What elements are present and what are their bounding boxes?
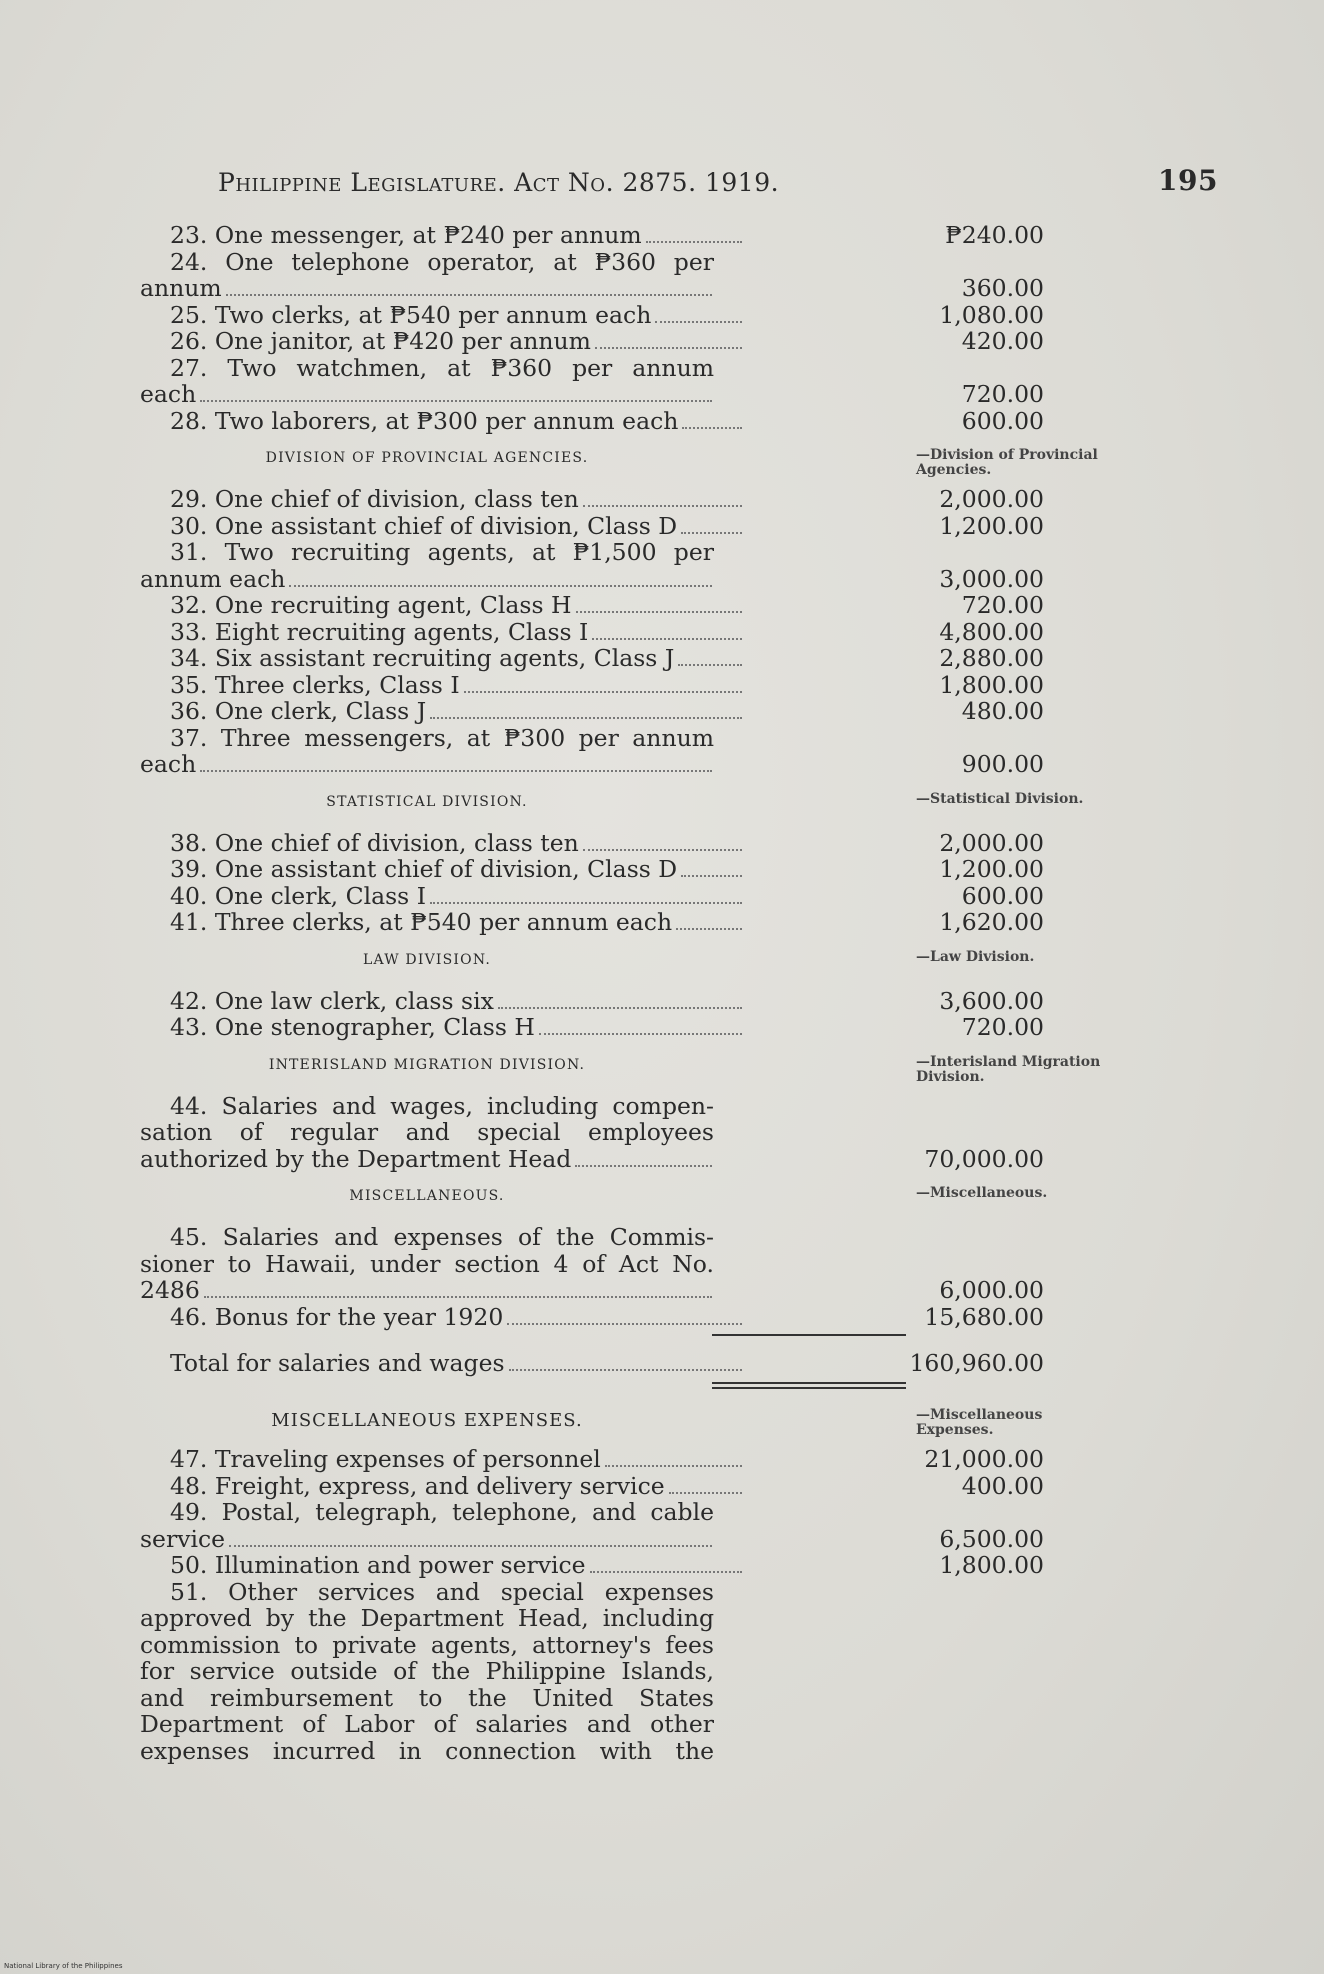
item-line [140, 1277, 714, 1304]
dot-leader [204, 1296, 712, 1298]
item-text: expenses incurred in connection with the [140, 1736, 714, 1765]
item-text: 29. One chief of division, class ten [170, 485, 579, 513]
line-item [140, 1304, 1140, 1331]
item-line [140, 275, 714, 302]
section-heading: DIVISION OF PROVINCIAL AGENCIES. [265, 450, 589, 466]
dot-leader [678, 664, 742, 666]
item-text: sioner to Hawaii, under section 4 of Act No. [140, 1249, 714, 1278]
line-item [140, 725, 1140, 778]
item-line [140, 328, 744, 355]
item-amount: 3,600.00 [939, 986, 1044, 1015]
line-item [140, 1093, 1140, 1173]
section-heading: STATISTICAL DIVISION. [326, 793, 528, 810]
margin-note: —Interisland Migration Division. [916, 1053, 1101, 1085]
item-amount: 1,800.00 [939, 670, 1044, 699]
dot-leader [583, 505, 742, 507]
dot-leader [464, 691, 742, 693]
item-text: 50. Illumination and power service [170, 1551, 586, 1579]
dot-leader [576, 611, 743, 613]
line-item [140, 830, 1140, 857]
item-line [140, 830, 744, 857]
item-text: 33. Eight recruiting agents, Class I [170, 617, 589, 646]
line-item [140, 988, 1140, 1015]
running-title: Philippine Legislature. Act No. 2875. 1919. [218, 168, 780, 197]
item-text: sation of regular and special employees [140, 1118, 714, 1146]
line-item [140, 592, 1140, 619]
section-heading-row [140, 434, 1140, 486]
page-number: 195 [1158, 164, 1218, 197]
dot-leader [289, 585, 712, 587]
item-amount: 2,880.00 [939, 644, 1044, 672]
item-amount: 360.00 [961, 274, 1044, 302]
item-amount: 600.00 [961, 406, 1044, 435]
item-text: 45. Salaries and expenses of the Commis- [170, 1223, 714, 1251]
section-heading: MISCELLANEOUS. [349, 1188, 505, 1204]
item-text: authorized by the Department Head [140, 1144, 572, 1173]
dot-leader [583, 849, 742, 851]
line-item [140, 619, 1140, 646]
item-text: and reimbursement to the United States [140, 1683, 714, 1712]
item-line [140, 1473, 744, 1500]
line-item-51 [140, 1579, 1140, 1765]
line-item [140, 222, 1140, 249]
item-line [140, 909, 744, 936]
item-text: 42. One law clerk, class six [170, 986, 494, 1015]
appropriation-list [140, 222, 1140, 1764]
item-text: each [140, 750, 197, 778]
section-heading: LAW DIVISION. [362, 951, 492, 968]
dot-leader [681, 532, 742, 534]
line-item [140, 672, 1140, 699]
item-amount: 70,000.00 [924, 1144, 1044, 1173]
dot-leader [539, 1033, 742, 1035]
item-amount: 6,500.00 [939, 1524, 1044, 1553]
item-line [140, 1146, 714, 1173]
item-text: Department of Labor of salaries and other [140, 1710, 714, 1738]
line-item [140, 302, 1140, 329]
item-amount: 720.00 [961, 380, 1044, 408]
item-text: 27. Two watchmen, at ₱360 per annum [170, 353, 714, 382]
line-item [140, 408, 1140, 435]
item-amount: 1,200.00 [939, 855, 1044, 883]
item-text: 43. One stenographer, Class H [170, 1013, 535, 1041]
item-amount: 420.00 [961, 327, 1044, 355]
dot-leader [509, 1369, 742, 1371]
item-text: 30. One assistant chief of division, Class D [170, 511, 678, 540]
total-row [140, 1330, 1140, 1394]
item-text: 34. Six assistant recruiting agents, Class J [170, 644, 675, 672]
item-line [140, 645, 744, 672]
line-item [140, 539, 1140, 592]
item-text: 49. Postal, telegraph, telephone, and cable [170, 1498, 714, 1526]
section-heading-row [140, 1172, 1140, 1224]
dot-leader [430, 902, 742, 904]
dot-leader [229, 1545, 712, 1547]
line-item [140, 698, 1140, 725]
total-label: Total for salaries and wages [170, 1349, 505, 1377]
item-amount: 720.00 [961, 591, 1044, 619]
total-amount: 160,960.00 [909, 1348, 1044, 1377]
margin-note: —Statistical Division. [916, 790, 1084, 807]
item-amount: 400.00 [961, 1471, 1044, 1500]
line-item [140, 249, 1140, 302]
margin-note: —Miscellaneous. [916, 1185, 1048, 1201]
item-text: 48. Freight, express, and delivery service [170, 1471, 665, 1500]
item-amount: 21,000.00 [924, 1445, 1044, 1473]
dot-leader [507, 1323, 742, 1325]
dot-leader [592, 638, 742, 640]
total-rule-top [712, 1334, 906, 1336]
item-line [140, 222, 744, 249]
section-heading-row [140, 778, 1140, 830]
item-text: approved by the Department Head, including [140, 1604, 714, 1632]
line-item [140, 883, 1140, 910]
total-rule-double-1 [712, 1382, 906, 1384]
item-amount: 6,000.00 [939, 1276, 1044, 1304]
item-line [140, 486, 744, 513]
item-amount: 600.00 [961, 881, 1044, 910]
item-text: 35. Three clerks, Class I [170, 670, 460, 699]
item-line [140, 1304, 744, 1331]
item-text: commission to private agents, attorney's fees [140, 1630, 714, 1659]
dot-leader [681, 875, 742, 877]
item-text: 44. Salaries and wages, including compen- [170, 1091, 714, 1120]
line-item [140, 355, 1140, 408]
line-item [140, 1552, 1140, 1579]
dot-leader [590, 1571, 742, 1573]
item-text: 24. One telephone operator, at ₱360 per [170, 247, 714, 276]
item-line [140, 1552, 744, 1579]
item-line [140, 698, 744, 725]
item-amount: 2,000.00 [939, 485, 1044, 513]
item-text: service [140, 1524, 226, 1553]
item-text: 25. Two clerks, at ₱540 per annum each [170, 300, 652, 329]
item-amount: 1,080.00 [939, 300, 1044, 329]
item-amount: 1,800.00 [939, 1551, 1044, 1579]
item-line [140, 302, 744, 329]
item-amount: 4,800.00 [939, 617, 1044, 646]
dot-leader [655, 321, 742, 323]
library-footer: National Library of the Philippines [4, 1962, 123, 1970]
item-amount: 720.00 [961, 1013, 1044, 1041]
item-amount: 1,200.00 [939, 511, 1044, 540]
item-line [140, 751, 714, 778]
dot-leader [595, 347, 742, 349]
line-item [140, 1473, 1140, 1500]
line-item [140, 856, 1140, 883]
dot-leader [605, 1465, 742, 1467]
running-header [218, 164, 1218, 204]
line-item [140, 645, 1140, 672]
item-text: for service outside of the Philippine Islands, [140, 1657, 714, 1685]
item-line [140, 566, 714, 593]
item-line [140, 988, 744, 1015]
dot-leader [682, 427, 742, 429]
item-text: annum [140, 274, 222, 302]
section-heading: MISCELLANEOUS EXPENSES. [271, 1410, 583, 1431]
item-line [140, 408, 744, 435]
dot-leader [575, 1165, 712, 1167]
item-text: 2486 [140, 1276, 200, 1304]
item-line [140, 381, 714, 408]
item-text: 39. One assistant chief of division, Class D [170, 855, 678, 883]
item-text: 40. One clerk, Class I [170, 881, 426, 910]
item-amount: 1,620.00 [939, 908, 1044, 936]
item-line [140, 592, 744, 619]
item-text: 23. One messenger, at ₱240 per annum [170, 221, 642, 249]
dot-leader [646, 241, 742, 243]
line-item [140, 1446, 1140, 1473]
item-text: 51. Other services and special expenses [170, 1577, 714, 1606]
section-heading-row [140, 936, 1140, 988]
line-item [140, 328, 1140, 355]
item-line [140, 513, 744, 540]
item-text: 28. Two laborers, at ₱300 per annum each [170, 406, 679, 435]
dot-leader [669, 1492, 742, 1494]
item-line [140, 1014, 744, 1041]
line-item [140, 909, 1140, 936]
total-rule-double-2 [712, 1387, 906, 1389]
line-item [140, 1499, 1140, 1552]
item-text: 36. One clerk, Class J [170, 697, 427, 725]
item-amount: 3,000.00 [939, 564, 1044, 593]
section-heading-row [140, 1041, 1140, 1093]
item-text: 31. Two recruiting agents, at ₱1,500 per [170, 538, 714, 566]
total-line [140, 1350, 744, 1377]
dot-leader [676, 928, 742, 930]
item-text: 37. Three messengers, at ₱300 per annum [170, 723, 714, 752]
line-item [140, 1224, 1140, 1304]
section-heading: INTERISLAND MIGRATION DIVISION. [268, 1056, 586, 1073]
item-amount: 15,680.00 [924, 1302, 1044, 1331]
line-item [140, 486, 1140, 513]
line-item [140, 1014, 1140, 1041]
item-text: 32. One recruiting agent, Class H [170, 591, 572, 619]
item-amount: ₱240.00 [945, 221, 1044, 249]
item-line [140, 1446, 744, 1473]
item-line [140, 856, 744, 883]
item-amount: 480.00 [961, 697, 1044, 725]
item-amount: 2,000.00 [939, 828, 1044, 857]
margin-note: —Division of Provincial Agencies. [916, 447, 1098, 478]
item-amount: 900.00 [961, 750, 1044, 778]
item-text: 26. One janitor, at ₱420 per annum [170, 327, 591, 355]
item-text: 46. Bonus for the year 1920 [170, 1302, 504, 1331]
item-text: 47. Traveling expenses of personnel [170, 1445, 601, 1473]
dot-leader [430, 717, 742, 719]
item-text: 41. Three clerks, at ₱540 per annum each [170, 908, 673, 936]
margin-note: —Law Division. [916, 948, 1035, 965]
item-text: 38. One chief of division, class ten [170, 828, 579, 857]
item-line [140, 883, 744, 910]
dot-leader [226, 294, 712, 296]
section-heading-row [140, 1394, 1140, 1446]
item-text: annum each [140, 564, 286, 593]
item-line [140, 672, 744, 699]
item-text: each [140, 380, 197, 408]
dot-leader [200, 770, 712, 772]
line-item [140, 513, 1140, 540]
dot-leader [498, 1007, 742, 1009]
dot-leader [200, 400, 712, 402]
margin-note: —Miscellaneous Expenses. [916, 1407, 1043, 1438]
item-line [140, 1526, 714, 1553]
item-line [140, 619, 744, 646]
